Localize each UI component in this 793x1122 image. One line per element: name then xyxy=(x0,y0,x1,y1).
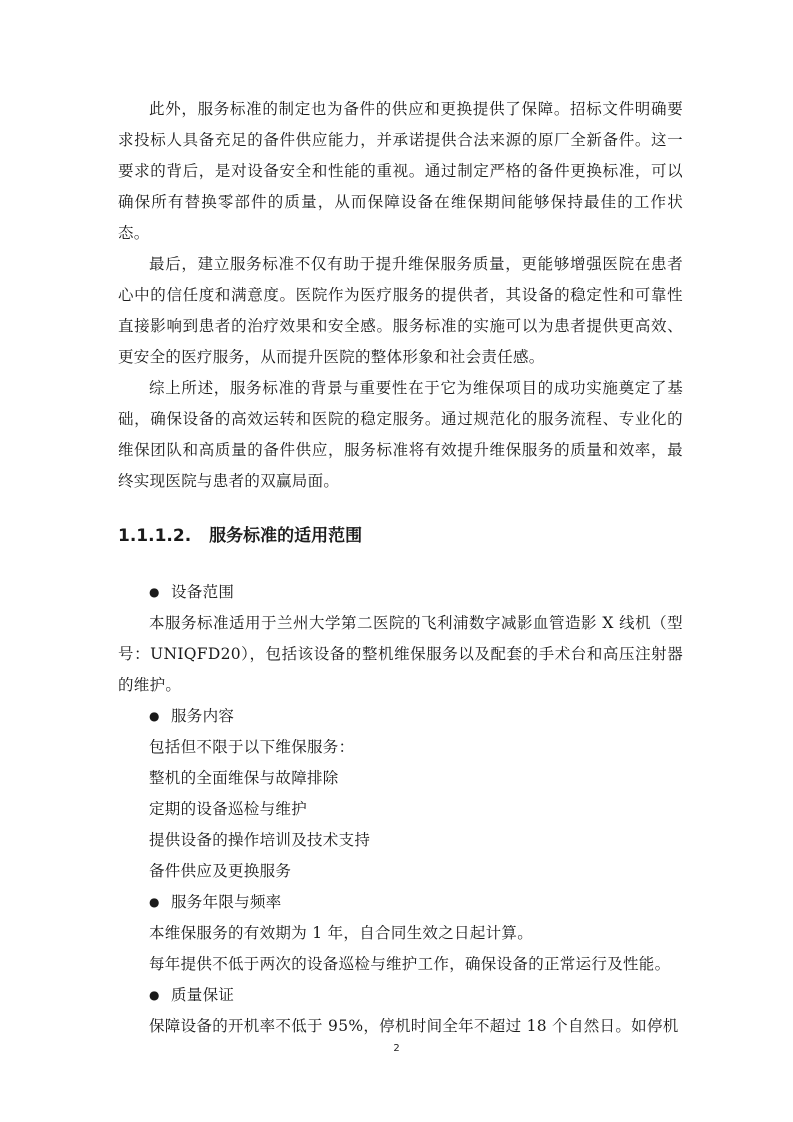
bullet-heading-content xyxy=(118,701,683,732)
quality-line: 保障设备的开机率不低于 95%，停机时间全年不超过 18 个自然日。如停机 xyxy=(149,1017,679,1035)
list-item: 整机的全面维保与故障排除 xyxy=(149,769,339,787)
term-line: 每年提供不低于两次的设备巡检与维护工作，确保设备的正常运行及性能。 xyxy=(149,955,671,973)
section-number: 1.1.1.2. xyxy=(118,526,192,546)
page-number: 2 xyxy=(393,1043,400,1054)
bullet-icon: ● xyxy=(149,585,160,599)
bullet-heading-text: 服务年限与频率 xyxy=(171,893,282,911)
bullet-heading-text: 设备范围 xyxy=(171,583,235,601)
content-intro: 包括但不限于以下维保服务： xyxy=(149,738,355,756)
body-paragraph: 综上所述，服务标准的背景与重要性在于它为维保项目的成功实施奠定了基础，确保设备的高效运转和医院的稳定服务。通过规范化的服务流程、专业化的维保团队和高质量的备件供应，服务标准将有效提升维保服务的质量和效率，最终实现医院与患者的双赢局面。 xyxy=(118,379,683,490)
term-line: 本维保服务的有效期为 1 年，自合同生效之日起计算。 xyxy=(149,924,534,942)
bullet-icon: ● xyxy=(149,895,160,909)
section-heading xyxy=(118,519,683,553)
bullet-heading-text: 服务内容 xyxy=(171,707,235,725)
bullet-heading-text: 质量保证 xyxy=(171,986,235,1004)
bullet-icon: ● xyxy=(149,709,160,723)
body-paragraph: 最后，建立服务标准不仅有助于提升维保服务质量，更能够增强医院在患者心中的信任度和满意度。医院作为医疗服务的提供者，其设备的稳定性和可靠性直接影响到患者的治疗效果和安全感。服务标准的实施可以为患者提供更高效、更安全的医疗服务，从而提升医院的整体形象和社会责任感。 xyxy=(118,255,683,366)
list-item: 备件供应及更换服务 xyxy=(149,862,292,880)
page-content xyxy=(118,94,683,1042)
list-item: 定期的设备巡检与维护 xyxy=(149,800,308,818)
list-item: 提供设备的操作培训及技术支持 xyxy=(149,831,371,849)
bullet-heading-quality xyxy=(118,980,683,1011)
bullet-heading-scope xyxy=(118,577,683,608)
bullet-icon: ● xyxy=(149,988,160,1002)
section-title: 服务标准的适用范围 xyxy=(209,526,363,546)
scope-paragraph: 本服务标准适用于兰州大学第二医院的飞利浦数字减影血管造影 X 线机（型号：UNIQFD20），包括该设备的整机维保服务以及配套的手术台和高压注射器的维护。 xyxy=(118,614,683,694)
body-paragraph: 此外，服务标准的制定也为备件的供应和更换提供了保障。招标文件明确要求投标人具备充足的备件供应能力，并承诺提供合法来源的原厂全新备件。这一要求的背后，是对设备安全和性能的重视。通过制定严格的备件更换标准，可以确保所有替换零部件的质量，从而保障设备在维保期间能够保持最佳的工作状态。 xyxy=(118,100,683,242)
bullet-heading-term xyxy=(118,887,683,918)
